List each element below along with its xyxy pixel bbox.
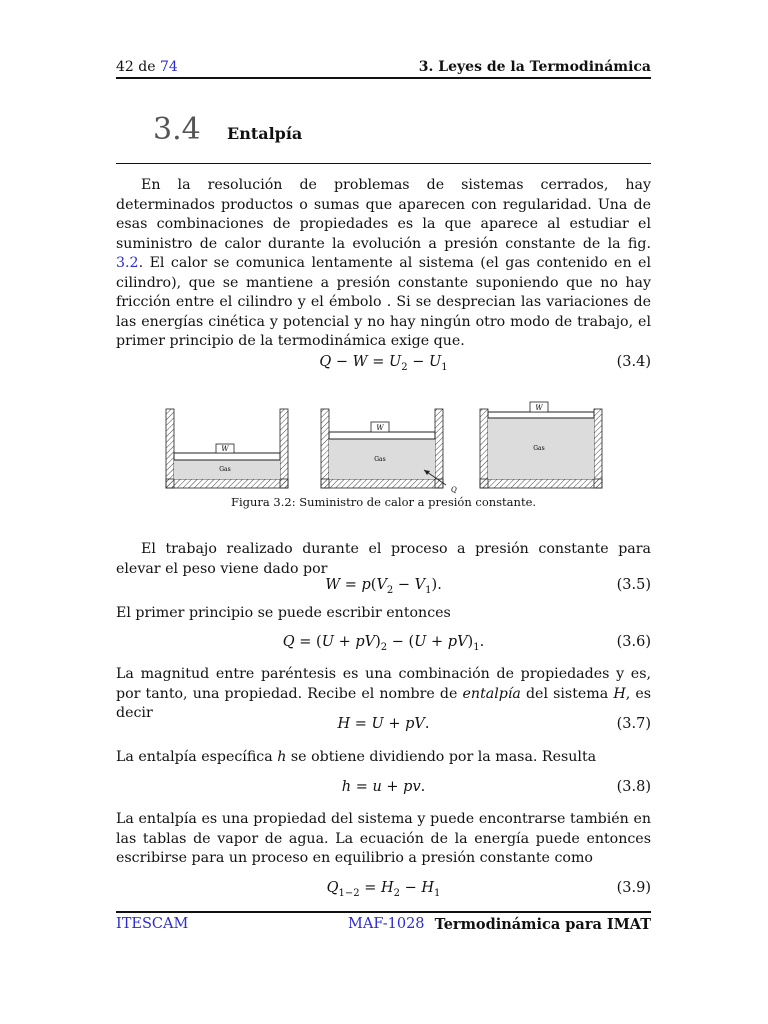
paragraph-specific-enthalpy (116, 748, 651, 768)
equation-3-7 (116, 716, 651, 738)
equation-3-8 (116, 779, 651, 801)
gas-label-2: Gas (374, 456, 386, 463)
paragraph-intro-text: En la resolución de problemas de sistemas cerrados, hay determinados productos o sumas que aparecen con regularidad. Una de esas combinaciones de propiedades es la que aparece al estudiar el suministro de calor durante la evolución a presión constante de la fig. (116, 177, 651, 252)
weight-label-1: W (221, 445, 229, 453)
equation-number: (3.4) (616, 354, 651, 370)
text-run: La magnitud entre paréntesis es una combinación de propiedades y es, por tanto, una propiedad. Recibe el nombre de (116, 666, 651, 702)
chapter-title: 3. Leyes de la Termodinámica (418, 59, 651, 75)
total-pages-link[interactable]: 74 (159, 59, 178, 75)
section-title: Entalpía (227, 124, 303, 143)
variable-H: H (613, 685, 626, 702)
current-page: 42 (116, 59, 134, 75)
gas-label-1: Gas (219, 466, 231, 473)
weight-label-2: W (376, 424, 384, 432)
paragraph-enthalpy-definition (116, 665, 651, 724)
variable-h: h (277, 749, 287, 765)
gas-label-3: Gas (533, 445, 545, 452)
equation-body: $W = p(V_2 - V_1)$. (325, 577, 442, 596)
page-number (116, 59, 178, 75)
figure-caption: Figura 3.2: Suministro de calor a presión constante. (230, 495, 537, 509)
cylinder-3 (480, 402, 602, 488)
text-run: del sistema (520, 685, 614, 702)
paragraph-energy-equation: La entalpía es una propiedad del sistema y puede encontrarse también en las tablas de vapor de agua. La ecuación de la energía puede entonces escribirse para un proceso en equilibrio a presión constante como (116, 811, 651, 866)
equation-3-5 (116, 577, 651, 599)
institution-link[interactable]: ITESCAM (116, 916, 189, 932)
section-rule (116, 163, 651, 164)
equation-body: h = u + pv. (341, 779, 426, 795)
cylinder-2 (321, 409, 457, 494)
equation-number: (3.9) (616, 880, 651, 896)
figure-cylinders (162, 401, 607, 495)
text-run: La entalpía específica (116, 749, 278, 765)
equation-body: $Q - W = U_2 - U_1$ (319, 354, 448, 373)
equation-body: $Q_{1-2} = H_2 - H_1$ (326, 880, 441, 899)
equation-body: $Q = (U + pV)_2 - (U + pV)_1$. (282, 634, 485, 653)
section-number: 3.4 (153, 112, 201, 147)
equation-number: (3.5) (616, 577, 651, 593)
weight-label-3: W (535, 404, 543, 412)
heat-label: Q (451, 486, 457, 494)
paragraph-first-law: El primer principio se puede escribir entonces (116, 605, 451, 621)
equation-3-4 (116, 354, 651, 376)
text-run: se obtiene dividiendo por la masa. Resulta (286, 749, 597, 765)
term-enthalpy: entalpía (462, 685, 521, 702)
equation-body: H = U + pV. (337, 716, 430, 732)
equation-number: (3.8) (616, 779, 651, 795)
paragraph-intro-text-end: . El calor se comunica lentamente al sistema (el gas contenido en el cilindro), que se mantiene a presión constante suponiendo que no hay fricción entre el cilindro y el émbolo . Si se desprecian las variaciones de las energías cinética y potencial y no hay ningún otro modo de trabajo, el primer principio de la termodinámica exige que. (116, 255, 651, 349)
header-rule (116, 77, 651, 79)
paragraph-intro (116, 176, 651, 352)
figure-ref-link[interactable]: 3.2 (116, 255, 139, 271)
running-footer (116, 916, 651, 938)
cylinder-1 (166, 409, 288, 488)
course-code-link[interactable]: MAF-1028 (348, 916, 425, 932)
equation-3-9 (116, 880, 651, 902)
equation-3-6 (116, 634, 651, 656)
paragraph-work: El trabajo realizado durante el proceso a presión constante para elevar el peso viene dado por (116, 541, 651, 577)
page-of-text: de (133, 59, 160, 75)
course-name: Termodinámica para IMAT (434, 916, 651, 933)
equation-number: (3.6) (616, 634, 651, 650)
running-header (116, 59, 651, 79)
section-heading (116, 112, 651, 152)
footer-rule (116, 911, 651, 913)
document-page (116, 0, 651, 1024)
equation-number: (3.7) (616, 716, 651, 732)
text-run: , es decir (116, 685, 652, 721)
